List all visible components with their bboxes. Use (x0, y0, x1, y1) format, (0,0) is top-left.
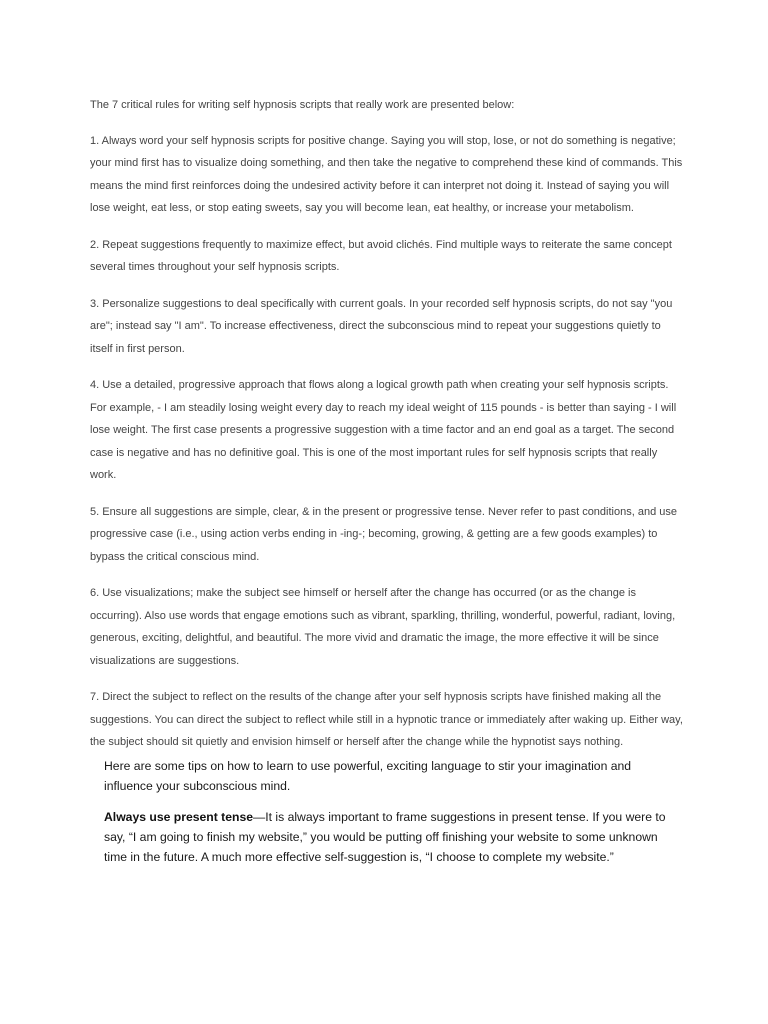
tip-heading: Always use present tense (104, 810, 254, 824)
rule-4-paragraph: 4. Use a detailed, progressive approach that flows along a logical growth path when creating your self hypnosis scripts. For example, - I am steadily losing weight every day to reach my ideal weight of 115 pounds - is better than saying - I will lose weight. The first case presents a progressive suggestion with a time factor and an end goal as a target. The second case is negative and has no definitive goal. This is one of the most important rules for self hypnosis scripts that really work. (90, 379, 677, 481)
rule-3-paragraph: 3. Personalize suggestions to deal specifically with current goals. In your recorded self hypnosis scripts, do not say "you are"; instead say "I am". To increase effectiveness, direct the subconscious mind to repeat your suggestions quietly to itself in first person. (90, 297, 673, 355)
tip-paragraph (104, 807, 676, 867)
rule-7-paragraph: 7. Direct the subject to reflect on the results of the change after your self hypnosis scripts have finished making all the suggestions. You can direct the subject to reflect while still in a hypnotic trance or immediately after waking up. Either way, the subject should sit quietly and envision himself or herself after the change while the hypnotist says nothing. (90, 691, 683, 748)
rule-5-paragraph: 5. Ensure all suggestions are simple, clear, & in the present or progressive tense. Never refer to past conditions, and use progressive case (i.e., using action verbs ending in -ing-; becoming, growing, & getting are a few goods examples) to bypass the critical conscious mind. (90, 505, 677, 563)
rules-section (90, 94, 686, 768)
tips-intro-paragraph: Here are some tips on how to learn to use powerful, exciting language to stir your imagination and influence your subconscious mind. (104, 759, 632, 793)
intro-paragraph: The 7 critical rules for writing self hypnosis scripts that really work are presented below: (90, 99, 515, 111)
tip-body: —It is always important to frame suggestions in present tense. If you were to say, “I am going to finish my website,” you would be putting off finishing your website to some unknown time in the future. A much more effective self-suggestion is, “I choose to complete my website.” (104, 810, 666, 864)
rule-6-paragraph: 6. Use visualizations; make the subject see himself or herself after the change has occurred (or as the change is occurring). Also use words that engage emotions such as vibrant, sparkling, thrilling, wonderful, powerful, radiant, loving, generous, exciting, delightful, and beautiful. The more vivid and dramatic the image, the more effective it will be since visualizations are suggestions. (90, 587, 676, 667)
rule-1-paragraph: 1. Always word your self hypnosis scripts for positive change. Saying you will stop, lose, or not do something is negative; your mind first has to visualize doing something, and then take the negative to comprehend these kind of commands. This means the mind first reinforces doing the undesired activity before it can interpret not doing it. Instead of saying you will lose weight, eat less, or stop eating sweets, say you will become lean, eat healthy, or increase your metabolism. (90, 134, 683, 214)
rule-2-paragraph: 2. Repeat suggestions frequently to maximize effect, but avoid clichés. Find multiple ways to reiterate the same concept several times throughout your self hypnosis scripts. (90, 238, 672, 273)
tips-section (104, 756, 676, 878)
